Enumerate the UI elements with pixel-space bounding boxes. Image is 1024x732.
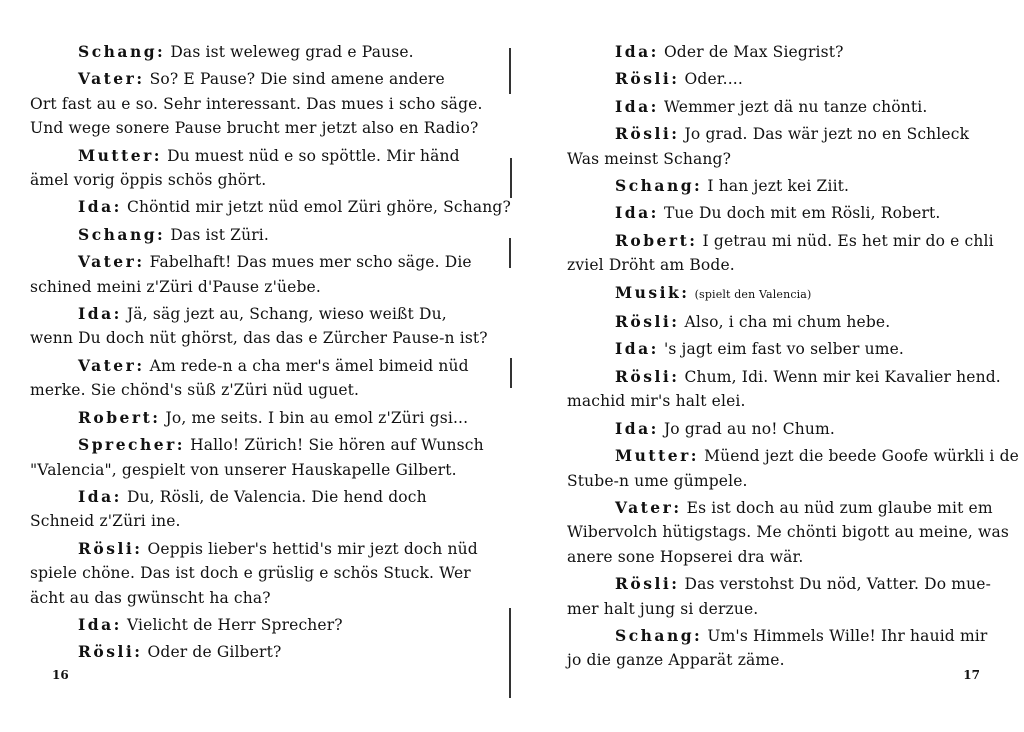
text-line xyxy=(567,174,1004,198)
text-line xyxy=(567,40,1004,64)
gutter-mark xyxy=(510,158,512,198)
text-line xyxy=(30,406,481,430)
dialogue-text: (spielt den Valencia) xyxy=(694,287,812,301)
dialogue-text: Tue Du doch mit em Rösli, Robert. xyxy=(663,204,941,223)
book-gutter xyxy=(507,48,515,708)
text-line xyxy=(30,195,511,219)
text-line xyxy=(30,326,488,350)
dialogue-text: Das verstohst Du nöd, Vatter. Do mue- xyxy=(684,575,991,594)
text-line xyxy=(567,597,1004,621)
text-line xyxy=(30,586,481,610)
text-line xyxy=(30,378,481,402)
dialogue-text: I han jezt kei Ziit. xyxy=(707,177,850,196)
text-line xyxy=(30,640,481,664)
text-line xyxy=(30,613,481,637)
text-line xyxy=(30,40,481,64)
speaker-name: Rösli: xyxy=(615,574,680,594)
speaker-name: Robert: xyxy=(78,407,161,427)
gutter-mark xyxy=(509,238,511,268)
speaker-name: Rösli: xyxy=(615,69,680,89)
speaker-name: Schang: xyxy=(78,224,166,244)
text-line xyxy=(30,354,481,378)
text-line xyxy=(567,389,1004,413)
dialogue-text: Jo grad au no! Chum. xyxy=(663,419,835,438)
dialogue-continuation: Und wege sonere Pause brucht mer jetzt also en Radio? xyxy=(30,119,479,138)
text-line xyxy=(30,67,481,91)
dialogue-text: Oder de Max Siegrist? xyxy=(663,43,844,61)
speaker-name: Schang: xyxy=(78,42,166,61)
text-line xyxy=(30,223,481,247)
text-line xyxy=(567,444,1019,468)
text-line xyxy=(567,337,1004,361)
dialogue-text: Vielicht de Herr Sprecher? xyxy=(126,615,343,634)
dialogue-text: Oder.... xyxy=(684,70,743,89)
dialogue-text: Müend jezt die beede Goofe würkli i de xyxy=(704,447,1019,466)
text-line xyxy=(567,201,1004,225)
text-line xyxy=(30,250,481,274)
speaker-name: Ida: xyxy=(78,304,122,324)
text-line xyxy=(30,92,481,116)
speaker-name: Robert: xyxy=(615,230,698,250)
dialogue-continuation: jo die ganze Apparät zäme. xyxy=(567,651,785,670)
speaker-name: Rösli: xyxy=(615,366,680,386)
dialogue-continuation: anere sone Hopserei dra wär. xyxy=(567,547,804,566)
text-line xyxy=(567,496,1004,520)
dialogue-text: Das ist weleweg grad e Pause. xyxy=(170,43,414,61)
dialogue-text: Also, i cha mi chum hebe. xyxy=(684,313,891,332)
text-line xyxy=(567,122,1004,146)
speaker-name: Ida: xyxy=(615,42,659,61)
dialogue-continuation: zviel Dröht am Bode. xyxy=(567,256,735,275)
text-line xyxy=(30,433,484,457)
page-number-left: 16 xyxy=(52,668,69,682)
dialogue-text: Chöntid mir jetzt nüd emol Züri ghöre, Schang? xyxy=(126,198,511,217)
text-line xyxy=(30,509,481,533)
dialogue-text: Fabelhaft! Das mues mer scho säge. Die xyxy=(149,253,472,272)
speaker-name: Vater: xyxy=(78,252,145,272)
speaker-name: Sprecher: xyxy=(78,435,186,455)
text-line xyxy=(30,561,481,585)
speaker-name: Schang: xyxy=(615,176,703,196)
text-line xyxy=(567,147,1004,171)
text-line xyxy=(567,365,1004,389)
speaker-name: Musik: xyxy=(615,282,690,302)
speaker-name: Ida: xyxy=(615,96,659,116)
dialogue-text: Du muest nüd e so spöttle. Mir händ xyxy=(167,146,460,165)
text-line xyxy=(30,168,481,192)
speaker-name: Rösli: xyxy=(615,312,680,332)
dialogue-text: 's jagt eim fast vo selber ume. xyxy=(663,340,905,359)
text-line xyxy=(567,229,1004,253)
dialogue-continuation: Wibervolch hütigstags. Me chönti bigott au meine, was xyxy=(567,523,1009,542)
text-line xyxy=(567,545,1004,569)
dialogue-text: Jä, säg jezt au, Schang, wieso weißt Du, xyxy=(126,305,447,324)
text-line xyxy=(567,281,1004,307)
text-line xyxy=(30,144,481,168)
dialogue-continuation: ächt au das gwünscht ha cha? xyxy=(30,588,271,607)
dialogue-text: So? E Pause? Die sind amene andere xyxy=(149,70,445,89)
dialogue-text: Hallo! Zürich! Sie hören auf Wunsch xyxy=(190,436,484,455)
dialogue-continuation: Schneid z'Züri ine. xyxy=(30,512,181,531)
dialogue-continuation: schined meini z'Züri d'Pause z'üebe. xyxy=(30,277,321,296)
right-page xyxy=(515,0,1024,732)
speaker-name: Vater: xyxy=(78,355,145,375)
dialogue-text: Oeppis lieber's hettid's mir jezt doch nüd xyxy=(147,539,478,558)
text-line xyxy=(567,67,1004,91)
speaker-name: Ida: xyxy=(615,339,659,359)
speaker-name: Mutter: xyxy=(615,446,699,466)
dialogue-continuation: Was meinst Schang? xyxy=(567,149,732,168)
speaker-name: Ida: xyxy=(615,418,659,438)
text-line xyxy=(567,95,1004,119)
dialogue-text: Jo grad. Das wär jezt no en Schleck xyxy=(684,125,970,144)
speaker-name: Schang: xyxy=(615,625,703,645)
dialogue-text: Chum, Idi. Wenn mir kei Kavalier hend. xyxy=(684,367,1001,386)
dialogue-text: Jo, me seits. I bin au emol z'Züri gsi... xyxy=(165,408,469,427)
speaker-name: Rösli: xyxy=(615,124,680,144)
text-line xyxy=(567,648,1004,672)
left-page xyxy=(0,0,511,732)
dialogue-text: Am rede-n a cha mer's ämel bimeid nüd xyxy=(149,356,469,375)
dialogue-text: Du, Rösli, de Valencia. Die hend doch xyxy=(126,487,427,506)
dialogue-continuation: merke. Sie chönd's süß z'Züri nüd uguet. xyxy=(30,381,360,400)
dialogue-text: I getrau mi nüd. Es het mir do e chli xyxy=(702,231,994,250)
text-line xyxy=(567,253,1004,277)
speaker-name: Ida: xyxy=(78,486,122,506)
dialogue-continuation: ämel vorig öppis schös ghört. xyxy=(30,171,267,190)
text-line xyxy=(567,469,1004,493)
speaker-name: Vater: xyxy=(78,69,145,89)
dialogue-continuation: Ort fast au e so. Sehr interessant. Das mues i scho säge. xyxy=(30,94,483,113)
text-line xyxy=(30,302,481,326)
dialogue-continuation: Stube-n ume gümpele. xyxy=(567,471,748,490)
speaker-name: Rösli: xyxy=(78,538,143,558)
text-line xyxy=(30,485,481,509)
dialogue-continuation: spiele chöne. Das ist doch e grüslig e schös Stuck. Wer xyxy=(30,564,471,583)
gutter-mark xyxy=(509,608,511,698)
text-line xyxy=(30,537,481,561)
dialogue-continuation: "Valencia", gespielt von unserer Hauskapelle Gilbert. xyxy=(30,460,457,479)
speaker-name: Ida: xyxy=(78,614,122,634)
speaker-name: Vater: xyxy=(615,497,682,517)
speaker-name: Mutter: xyxy=(78,145,162,165)
dialogue-text: Es ist doch au nüd zum glaube mit em xyxy=(686,498,993,517)
gutter-mark xyxy=(509,48,511,94)
text-line xyxy=(30,116,481,140)
dialogue-continuation: wenn Du doch nüt ghörst, das das e Zürcher Pause-n ist? xyxy=(30,329,488,348)
text-line xyxy=(567,572,1004,596)
text-line xyxy=(30,275,481,299)
text-line xyxy=(567,417,1004,441)
speaker-name: Rösli: xyxy=(78,642,143,662)
dialogue-continuation: machid mir's halt elei. xyxy=(567,392,746,411)
dialogue-text: Wemmer jezt dä nu tanze chönti. xyxy=(663,97,928,116)
dialogue-text: Das ist Züri. xyxy=(170,225,269,244)
text-line xyxy=(567,310,1004,334)
page-number-right: 17 xyxy=(963,668,980,682)
speaker-name: Ida: xyxy=(78,197,122,217)
text-line xyxy=(30,458,481,482)
dialogue-continuation: mer halt jung si derzue. xyxy=(567,599,759,618)
speaker-name: Ida: xyxy=(615,203,659,223)
dialogue-text: Um's Himmels Wille! Ihr hauid mir xyxy=(707,626,988,645)
gutter-mark xyxy=(510,358,512,388)
text-line xyxy=(567,624,1004,648)
dialogue-text: Oder de Gilbert? xyxy=(147,643,282,662)
text-line xyxy=(567,520,1009,544)
